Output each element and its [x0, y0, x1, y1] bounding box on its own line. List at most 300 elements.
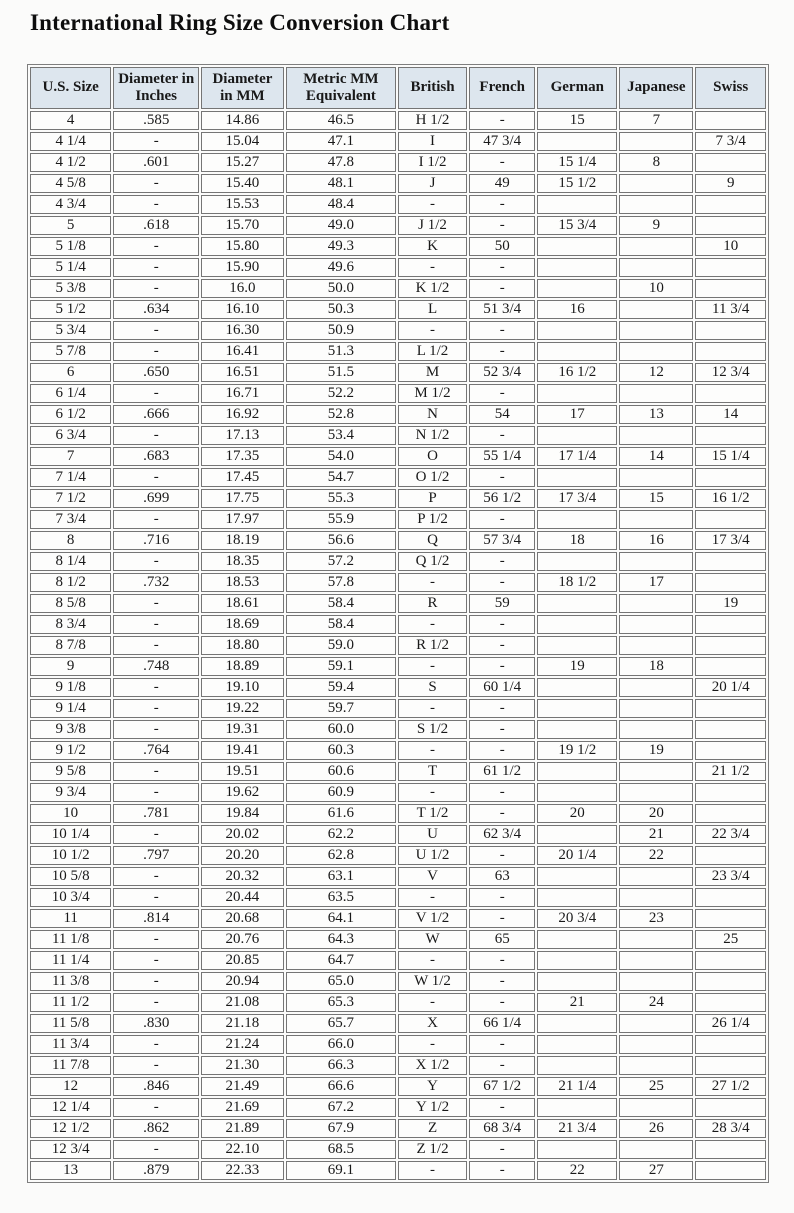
table-cell: 65.0 [286, 972, 396, 991]
table-cell: - [398, 195, 467, 214]
table-cell [695, 258, 766, 277]
table-cell [695, 468, 766, 487]
table-cell: U [398, 825, 467, 844]
table-cell: I 1/2 [398, 153, 467, 172]
table-cell: - [469, 552, 535, 571]
table-cell [619, 678, 693, 697]
table-cell: 61 1/2 [469, 762, 535, 781]
table-cell: 17.13 [201, 426, 284, 445]
table-cell: 20.32 [201, 867, 284, 886]
table-cell: - [469, 384, 535, 403]
table-cell: - [113, 993, 199, 1012]
table-cell: 19.62 [201, 783, 284, 802]
table-cell [619, 342, 693, 361]
table-cell [695, 1161, 766, 1180]
table-cell: 5 3/4 [30, 321, 111, 340]
table-cell: 56.6 [286, 531, 396, 550]
table-cell: 52.8 [286, 405, 396, 424]
table-cell [537, 720, 617, 739]
table-cell [695, 615, 766, 634]
table-cell [695, 195, 766, 214]
table-cell [619, 300, 693, 319]
table-cell: 4 1/4 [30, 132, 111, 151]
table-cell [619, 699, 693, 718]
table-cell [619, 972, 693, 991]
table-cell: V [398, 867, 467, 886]
table-cell: O [398, 447, 467, 466]
table-cell: 59.7 [286, 699, 396, 718]
table-cell: 16.51 [201, 363, 284, 382]
table-cell: 21.49 [201, 1077, 284, 1096]
table-cell: 66 1/4 [469, 1014, 535, 1033]
table-cell: - [469, 636, 535, 655]
table-cell: Y 1/2 [398, 1098, 467, 1117]
table-cell: 58.4 [286, 594, 396, 613]
table-row [30, 741, 766, 760]
table-cell: 52 3/4 [469, 363, 535, 382]
table-cell: H 1/2 [398, 111, 467, 130]
table-cell: O 1/2 [398, 468, 467, 487]
table-cell: 4 1/2 [30, 153, 111, 172]
column-header-british: British [398, 67, 467, 109]
table-cell: 58.4 [286, 615, 396, 634]
table-cell: 16 [537, 300, 617, 319]
table-cell: 62.2 [286, 825, 396, 844]
table-cell: 15.90 [201, 258, 284, 277]
table-cell: 60.0 [286, 720, 396, 739]
table-cell: - [398, 699, 467, 718]
table-cell: 18.53 [201, 573, 284, 592]
table-cell [537, 1014, 617, 1033]
table-row [30, 1077, 766, 1096]
table-cell: 9 3/8 [30, 720, 111, 739]
table-cell: 11 3/8 [30, 972, 111, 991]
table-cell [619, 1056, 693, 1075]
table-cell: 65.3 [286, 993, 396, 1012]
table-cell: Q 1/2 [398, 552, 467, 571]
table-cell: .846 [113, 1077, 199, 1096]
table-cell: Y [398, 1077, 467, 1096]
table-cell: Q [398, 531, 467, 550]
table-row [30, 174, 766, 193]
table-cell: 15 3/4 [537, 216, 617, 235]
table-cell: - [469, 783, 535, 802]
table-cell [619, 951, 693, 970]
table-cell: 27 1/2 [695, 1077, 766, 1096]
table-cell: 27 [619, 1161, 693, 1180]
table-cell: N 1/2 [398, 426, 467, 445]
table-cell [619, 174, 693, 193]
table-cell: .683 [113, 447, 199, 466]
table-cell: 26 [619, 1119, 693, 1138]
table-cell: .797 [113, 846, 199, 865]
table-cell: 19 1/2 [537, 741, 617, 760]
table-cell: - [113, 321, 199, 340]
table-cell: - [469, 804, 535, 823]
table-cell [695, 342, 766, 361]
table-cell [695, 657, 766, 676]
table-cell: - [469, 888, 535, 907]
table-cell: .748 [113, 657, 199, 676]
table-row [30, 573, 766, 592]
table-cell: - [398, 321, 467, 340]
table-cell: J 1/2 [398, 216, 467, 235]
table-row [30, 300, 766, 319]
table-cell: 16.30 [201, 321, 284, 340]
table-row [30, 867, 766, 886]
table-cell: 6 1/4 [30, 384, 111, 403]
table-cell [619, 888, 693, 907]
table-row [30, 993, 766, 1012]
table-cell [619, 237, 693, 256]
table-cell: 9 [695, 174, 766, 193]
table-cell: 21 3/4 [537, 1119, 617, 1138]
table-cell: - [113, 132, 199, 151]
table-cell: 67.2 [286, 1098, 396, 1117]
table-cell: 20.85 [201, 951, 284, 970]
table-cell [537, 825, 617, 844]
table-cell: M [398, 363, 467, 382]
table-cell [537, 888, 617, 907]
table-cell: 21.18 [201, 1014, 284, 1033]
table-cell: .666 [113, 405, 199, 424]
column-header-swiss: Swiss [695, 67, 766, 109]
table-cell: 59.0 [286, 636, 396, 655]
table-cell: 60 1/4 [469, 678, 535, 697]
table-cell [695, 552, 766, 571]
table-row [30, 1161, 766, 1180]
table-cell: 20.68 [201, 909, 284, 928]
table-cell: 28 3/4 [695, 1119, 766, 1138]
table-cell [619, 762, 693, 781]
table-cell: 63.1 [286, 867, 396, 886]
table-cell: 5 1/4 [30, 258, 111, 277]
table-cell: N [398, 405, 467, 424]
table-cell: 65 [469, 930, 535, 949]
table-cell: 25 [695, 930, 766, 949]
table-cell [695, 846, 766, 865]
table-cell: 15.27 [201, 153, 284, 172]
table-cell: - [469, 573, 535, 592]
table-cell: 26 1/4 [695, 1014, 766, 1033]
table-cell: 20 3/4 [537, 909, 617, 928]
table-cell: 9 3/4 [30, 783, 111, 802]
table-cell: 11 [30, 909, 111, 928]
table-cell: - [469, 258, 535, 277]
table-cell: - [398, 741, 467, 760]
table-cell [537, 321, 617, 340]
table-row [30, 951, 766, 970]
table-cell: 50.9 [286, 321, 396, 340]
table-row [30, 699, 766, 718]
table-cell [695, 1056, 766, 1075]
table-cell [537, 636, 617, 655]
table-cell: 6 1/2 [30, 405, 111, 424]
table-cell: 51.5 [286, 363, 396, 382]
table-cell: 11 1/8 [30, 930, 111, 949]
table-cell [619, 1140, 693, 1159]
table-cell [537, 615, 617, 634]
table-cell [695, 783, 766, 802]
table-cell: - [113, 951, 199, 970]
table-cell: 66.3 [286, 1056, 396, 1075]
table-cell: 19.41 [201, 741, 284, 760]
table-cell: - [113, 783, 199, 802]
table-cell: - [113, 237, 199, 256]
table-cell: K [398, 237, 467, 256]
table-header-row [30, 67, 766, 109]
table-cell: - [113, 594, 199, 613]
table-cell: 5 1/2 [30, 300, 111, 319]
table-cell: 9 [619, 216, 693, 235]
table-cell: 10 [619, 279, 693, 298]
table-cell: 12 [619, 363, 693, 382]
table-row [30, 1098, 766, 1117]
table-cell: 23 3/4 [695, 867, 766, 886]
table-cell: 18.69 [201, 615, 284, 634]
table-row [30, 804, 766, 823]
table-cell: .601 [113, 153, 199, 172]
table-cell: 18 1/2 [537, 573, 617, 592]
table-cell: - [398, 615, 467, 634]
table-cell: 17 3/4 [537, 489, 617, 508]
table-cell [619, 783, 693, 802]
table-cell: 57.2 [286, 552, 396, 571]
table-cell [619, 321, 693, 340]
table-cell: 8 [30, 531, 111, 550]
table-cell: 16.71 [201, 384, 284, 403]
table-cell [537, 258, 617, 277]
table-cell: 13 [30, 1161, 111, 1180]
table-cell: 25 [619, 1077, 693, 1096]
table-cell: 21.89 [201, 1119, 284, 1138]
table-cell: - [469, 657, 535, 676]
table-cell: 20.20 [201, 846, 284, 865]
table-cell: 64.3 [286, 930, 396, 949]
table-cell: 61.6 [286, 804, 396, 823]
table-cell [537, 699, 617, 718]
table-cell [619, 132, 693, 151]
table-row [30, 195, 766, 214]
table-cell: T [398, 762, 467, 781]
column-header-japanese: Japanese [619, 67, 693, 109]
table-cell: 60.3 [286, 741, 396, 760]
column-header-metric-mm-equivalent: Metric MM Equivalent [286, 67, 396, 109]
table-cell: 12 [30, 1077, 111, 1096]
table-cell: .830 [113, 1014, 199, 1033]
table-cell [537, 1056, 617, 1075]
table-cell: .862 [113, 1119, 199, 1138]
table-cell: 48.4 [286, 195, 396, 214]
table-cell [537, 783, 617, 802]
table-cell: - [113, 258, 199, 277]
table-cell [695, 951, 766, 970]
table-cell: 18 [619, 657, 693, 676]
table-cell: 6 3/4 [30, 426, 111, 445]
table-cell: - [113, 468, 199, 487]
table-cell: K 1/2 [398, 279, 467, 298]
table-row [30, 510, 766, 529]
table-cell: 16 1/2 [695, 489, 766, 508]
table-cell: - [113, 825, 199, 844]
table-cell: - [469, 195, 535, 214]
table-cell: - [469, 993, 535, 1012]
table-cell: 17 1/4 [537, 447, 617, 466]
table-cell: 17.45 [201, 468, 284, 487]
table-cell: X 1/2 [398, 1056, 467, 1075]
table-cell: 10 [695, 237, 766, 256]
table-cell: - [469, 1056, 535, 1075]
table-cell: - [113, 636, 199, 655]
table-cell: - [113, 762, 199, 781]
table-cell [695, 510, 766, 529]
table-cell: 63.5 [286, 888, 396, 907]
table-cell: 64.1 [286, 909, 396, 928]
table-row [30, 111, 766, 130]
table-cell: 12 3/4 [695, 363, 766, 382]
table-cell: 65.7 [286, 1014, 396, 1033]
table-cell: 10 [30, 804, 111, 823]
table-cell [695, 1140, 766, 1159]
table-cell: J [398, 174, 467, 193]
table-cell: 19.10 [201, 678, 284, 697]
table-cell: - [469, 615, 535, 634]
table-cell: 55 1/4 [469, 447, 535, 466]
table-cell: - [469, 426, 535, 445]
table-body [30, 111, 766, 1180]
table-cell [695, 321, 766, 340]
table-cell: - [398, 1161, 467, 1180]
table-cell [695, 1098, 766, 1117]
table-cell: .732 [113, 573, 199, 592]
table-cell: 20 [619, 804, 693, 823]
table-cell [619, 867, 693, 886]
table-cell [537, 972, 617, 991]
table-cell: Z 1/2 [398, 1140, 467, 1159]
table-cell: - [398, 783, 467, 802]
table-cell: 10 1/4 [30, 825, 111, 844]
table-row [30, 1056, 766, 1075]
table-cell: 69.1 [286, 1161, 396, 1180]
table-cell [537, 132, 617, 151]
table-cell: 51 3/4 [469, 300, 535, 319]
table-cell: 22 3/4 [695, 825, 766, 844]
table-cell: 11 3/4 [30, 1035, 111, 1054]
table-cell: - [113, 1140, 199, 1159]
table-cell: - [398, 573, 467, 592]
table-cell: I [398, 132, 467, 151]
table-cell: 5 [30, 216, 111, 235]
table-cell [695, 699, 766, 718]
table-cell: U 1/2 [398, 846, 467, 865]
table-cell: 49.3 [286, 237, 396, 256]
table-cell [619, 720, 693, 739]
table-cell: 15.70 [201, 216, 284, 235]
table-cell: .618 [113, 216, 199, 235]
table-cell: 16.10 [201, 300, 284, 319]
table-cell: 66.6 [286, 1077, 396, 1096]
table-cell [537, 930, 617, 949]
table-row [30, 678, 766, 697]
table-cell: - [113, 195, 199, 214]
table-cell: - [113, 384, 199, 403]
table-cell [537, 468, 617, 487]
table-cell: 19.51 [201, 762, 284, 781]
table-cell: .879 [113, 1161, 199, 1180]
table-cell: 8 [619, 153, 693, 172]
table-cell: 10 3/4 [30, 888, 111, 907]
table-cell: 15.80 [201, 237, 284, 256]
table-cell: 49.6 [286, 258, 396, 277]
table-cell: 67 1/2 [469, 1077, 535, 1096]
table-cell: 5 7/8 [30, 342, 111, 361]
table-cell: 7 3/4 [30, 510, 111, 529]
table-row [30, 1035, 766, 1054]
table-cell: 4 5/8 [30, 174, 111, 193]
table-cell: 18.19 [201, 531, 284, 550]
table-cell: 9 [30, 657, 111, 676]
table-cell: 59.1 [286, 657, 396, 676]
table-cell: - [469, 216, 535, 235]
table-cell: - [469, 1035, 535, 1054]
table-cell: 48.1 [286, 174, 396, 193]
table-row [30, 363, 766, 382]
table-cell: 9 5/8 [30, 762, 111, 781]
table-cell: 15.53 [201, 195, 284, 214]
table-cell: 16.92 [201, 405, 284, 424]
table-cell: 7 [30, 447, 111, 466]
table-cell [537, 1140, 617, 1159]
table-cell: - [113, 888, 199, 907]
table-cell [537, 237, 617, 256]
table-cell: - [469, 1161, 535, 1180]
table-cell: 11 1/4 [30, 951, 111, 970]
table-cell: 10 5/8 [30, 867, 111, 886]
table-cell [695, 888, 766, 907]
table-cell: 19 [695, 594, 766, 613]
table-cell: 7 [619, 111, 693, 130]
table-cell: 15 [537, 111, 617, 130]
table-cell [695, 720, 766, 739]
table-cell: 60.6 [286, 762, 396, 781]
table-cell: R [398, 594, 467, 613]
table-cell: 12 1/4 [30, 1098, 111, 1117]
table-cell [695, 636, 766, 655]
table-cell: - [113, 930, 199, 949]
table-cell: W 1/2 [398, 972, 467, 991]
table-cell: .716 [113, 531, 199, 550]
table-cell: 5 3/8 [30, 279, 111, 298]
table-cell: 14.86 [201, 111, 284, 130]
table-cell: - [113, 510, 199, 529]
table-cell: 18 [537, 531, 617, 550]
table-row [30, 1119, 766, 1138]
table-row [30, 279, 766, 298]
table-cell: - [113, 342, 199, 361]
table-cell [537, 1098, 617, 1117]
column-header-french: French [469, 67, 535, 109]
table-cell: - [469, 909, 535, 928]
table-cell: 18.35 [201, 552, 284, 571]
table-cell [619, 510, 693, 529]
table-cell [619, 426, 693, 445]
table-cell: .634 [113, 300, 199, 319]
table-cell: 17.35 [201, 447, 284, 466]
table-cell: .585 [113, 111, 199, 130]
table-row [30, 342, 766, 361]
table-cell: 63 [469, 867, 535, 886]
table-cell [619, 1098, 693, 1117]
